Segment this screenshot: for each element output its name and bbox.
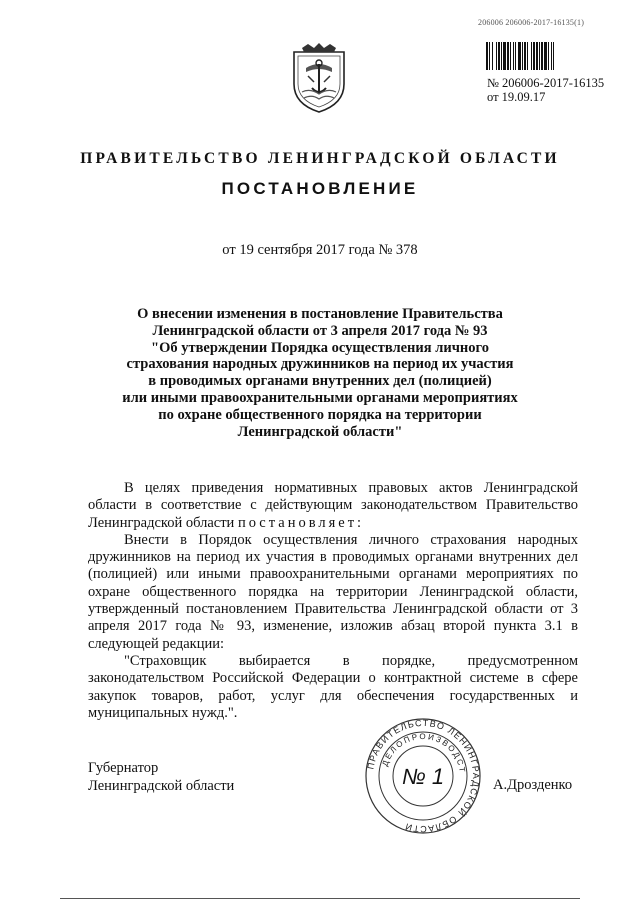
government-name: ПРАВИТЕЛЬСТВО ЛЕНИНГРАДСКОЙ ОБЛАСТИ — [80, 150, 560, 167]
signatory-position — [88, 760, 234, 795]
paragraph-amendment: Внести в Порядок осуществления личного страхования народных дружинников на период их участия в проводимых органами внутренних дел (полицией) или иными правоохранительными органами мероприятиях по охране общественного порядка на территории Ленинградской области, утвержденный постановлением Правительства Ленинградской области от 3 апреля 2017 года № 93, изменение, изложив абзац второй пункта 3.1 в следующей редакции: — [88, 531, 578, 652]
signatory-name: А.Дрозденко — [493, 777, 573, 793]
title-line: "Об утверждении Порядка осуществления личного — [151, 339, 489, 356]
registration-number: № 206006-2017-16135 — [487, 76, 605, 90]
paragraph-new-wording: "Страховщик выбирается в порядке, предусмотренном законодательством Российской Федерации о контрактной системе в сфере закупок товаров, работ, услуг для обеспечения государственных и муниципальных нужд.". — [88, 652, 578, 721]
title-line: страхования народных дружинников на период их участия — [126, 356, 514, 373]
document-type: ПОСТАНОВЛЕНИЕ — [221, 179, 419, 198]
coat-of-arms-icon — [288, 42, 350, 114]
title-line: О внесении изменения в постановление Правительства — [137, 306, 503, 322]
position-line-1: Губернатор — [88, 760, 159, 776]
paragraph-preamble — [88, 480, 578, 532]
title-line: по охране общественного порядка на территории — [158, 406, 482, 423]
preamble-text: В целях приведения нормативных правовых актов Ленинградской области в соответствие с действующим законодательством Правительство Ленинградской области — [88, 480, 578, 531]
registration-seal — [363, 716, 483, 836]
document-body — [88, 480, 578, 722]
document-code: 206006 206006-2017-16135(1) — [478, 18, 585, 27]
barcode — [486, 42, 586, 70]
position-line-2: Ленинградской области — [88, 777, 235, 794]
document-title — [80, 306, 560, 440]
resolves-word: постановляет: — [237, 514, 365, 531]
barcode-bar — [554, 42, 556, 70]
title-line: Ленинградской области от 3 апреля 2017 года № 93 — [152, 322, 488, 339]
title-line: или иными правоохранительными органами мероприятиях — [122, 389, 518, 406]
title-line: в проводимых органами внутренних дел (полицией) — [148, 373, 492, 390]
seal-inner-text: ДЕЛОПРОИЗВОДСТ — [380, 731, 468, 775]
seal-outer-text: ПРАВИТЕЛЬСТВО ЛЕНИНГРАДСКОЙ ОБЛАСТИ — [365, 717, 482, 835]
title-line: Ленинградской области" — [237, 423, 403, 440]
footer-line — [60, 898, 580, 899]
registration-date: от 19.09.17 — [487, 90, 546, 104]
document-date: от 19 сентября 2017 года № 378 — [222, 242, 418, 258]
seal-number: № 1 — [401, 764, 445, 789]
